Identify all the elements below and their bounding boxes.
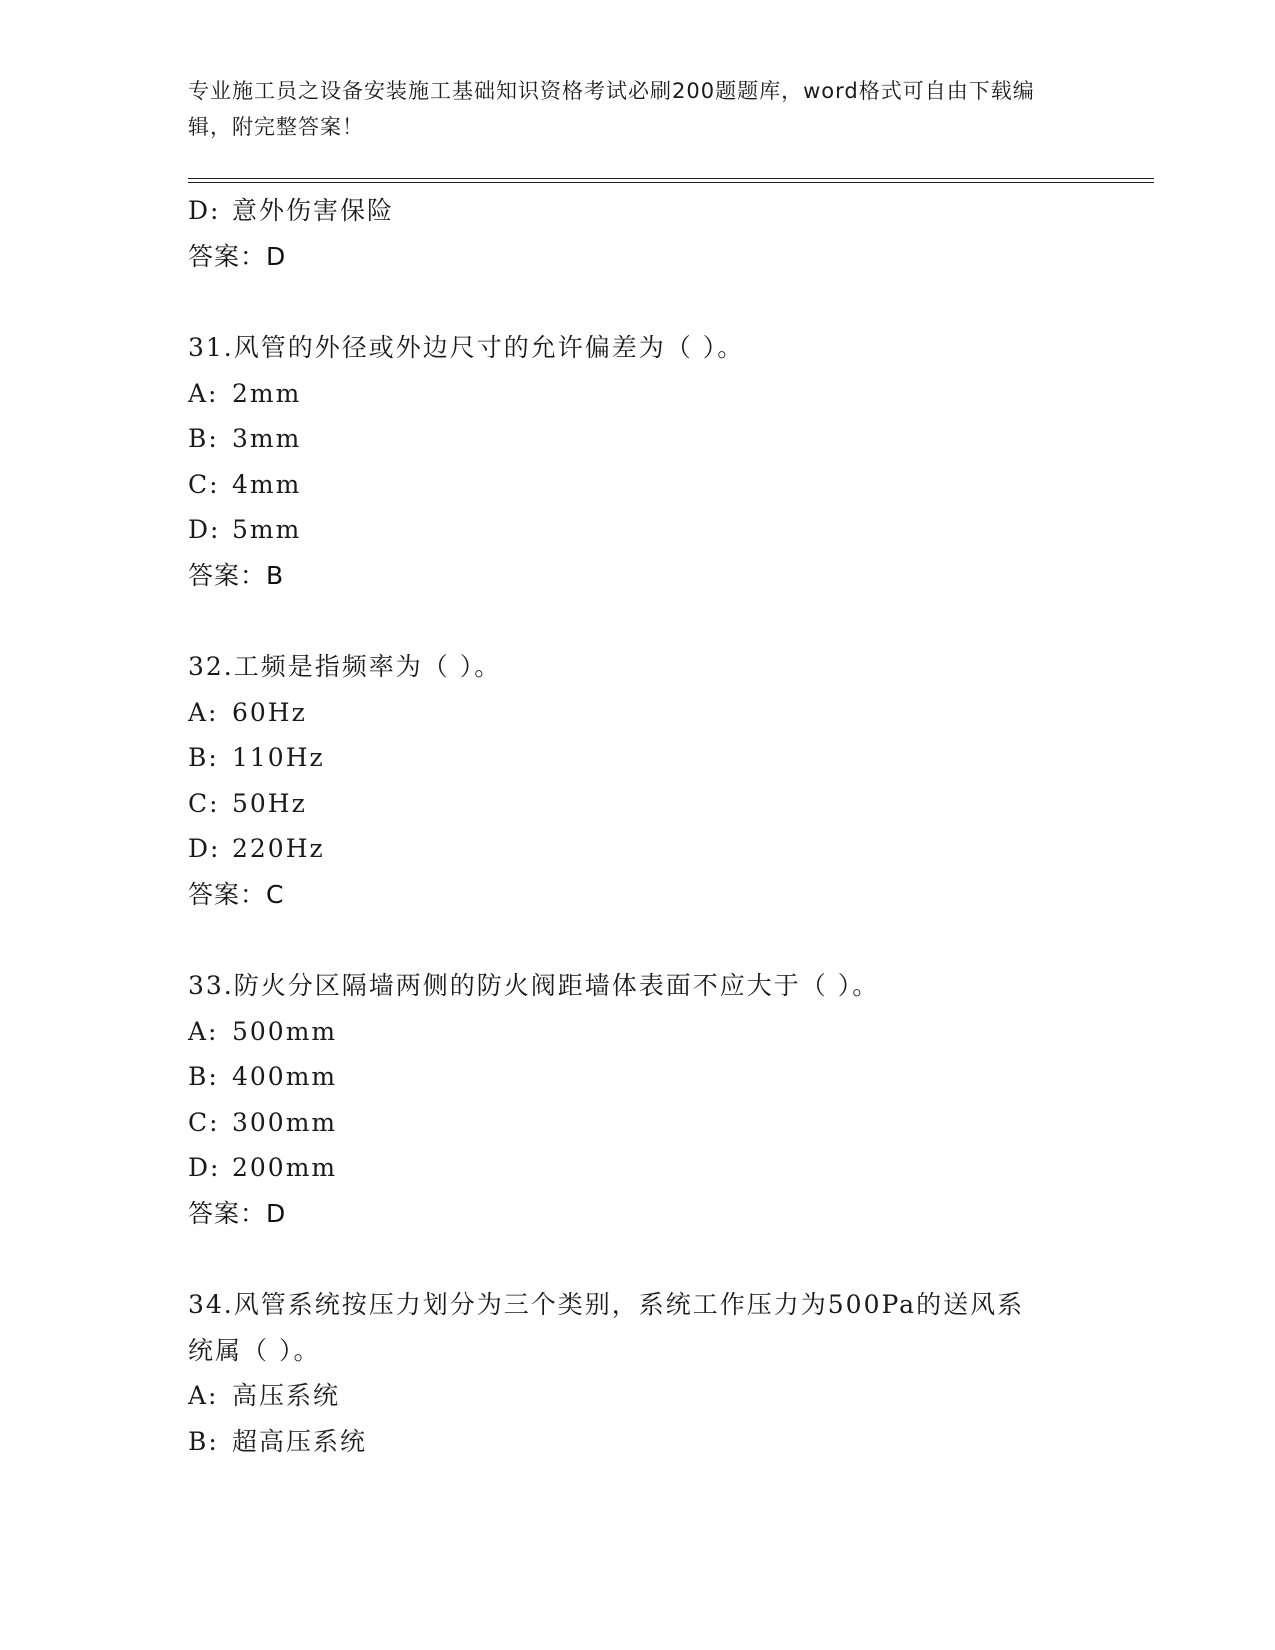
option-label: D: bbox=[188, 515, 221, 544]
option-c bbox=[188, 781, 1088, 827]
answer: 答案：D bbox=[188, 1198, 287, 1228]
spacer bbox=[188, 598, 1088, 644]
option-b bbox=[188, 735, 1088, 781]
option-label: D: bbox=[188, 196, 221, 225]
answer: 答案：C bbox=[188, 879, 285, 909]
question-stem: 33.防火分区隔墙两侧的防火阀距墙体表面不应大于（ ）。 bbox=[188, 971, 880, 1000]
option-text: 60Hz bbox=[232, 697, 307, 727]
spacer bbox=[188, 279, 1088, 325]
question-block bbox=[188, 325, 1088, 598]
question-block bbox=[188, 1282, 1088, 1464]
prev-answer: 答案：D bbox=[188, 241, 287, 271]
option-c bbox=[188, 462, 1088, 508]
option-a bbox=[188, 690, 1088, 736]
question-stem: 32.工频是指频率为（ ）。 bbox=[188, 652, 502, 681]
header-double-rule bbox=[188, 178, 1154, 183]
option-label: D: bbox=[188, 834, 221, 863]
option-text: 高压系统 bbox=[232, 1381, 341, 1410]
option-d bbox=[188, 507, 1088, 553]
option-text: 200mm bbox=[232, 1153, 338, 1182]
option-text: 300mm bbox=[232, 1107, 338, 1137]
option-c bbox=[188, 1100, 1088, 1146]
option-d bbox=[188, 826, 1088, 872]
option-label: B: bbox=[188, 1426, 219, 1456]
option-label: D: bbox=[188, 1153, 221, 1182]
answer: 答案：B bbox=[188, 560, 285, 590]
option-text: 400mm bbox=[232, 1062, 338, 1091]
document-header: 专业施工员之设备安装施工基础知识资格考试必刷200题题库，word格式可自由下载编辑，附完整答案！ bbox=[188, 79, 1035, 139]
option-label: B: bbox=[188, 424, 219, 453]
option-label: C: bbox=[188, 788, 220, 818]
option-text: 500mm bbox=[232, 1016, 338, 1046]
option-text: 5mm bbox=[232, 515, 302, 544]
option-label: B: bbox=[188, 1062, 219, 1091]
question-stem: 34.风管系统按压力划分为三个类别，系统工作压力为500Pa的送风系统属（ ）。 bbox=[188, 1290, 1025, 1365]
option-b bbox=[188, 416, 1088, 462]
document-body bbox=[188, 188, 1088, 1464]
option-a bbox=[188, 371, 1088, 417]
spacer bbox=[188, 1236, 1088, 1282]
option-text: 超高压系统 bbox=[232, 1426, 368, 1456]
question-stem: 31.风管的外径或外边尺寸的允许偏差为（ ）。 bbox=[188, 333, 745, 362]
option-label: A: bbox=[188, 1016, 219, 1046]
option-b bbox=[188, 1054, 1088, 1100]
option-text: 50Hz bbox=[232, 788, 307, 818]
option-text: 4mm bbox=[232, 469, 302, 499]
prev-option-d bbox=[188, 188, 1088, 234]
option-text: 意外伤害保险 bbox=[232, 196, 395, 225]
option-text: 2mm bbox=[232, 378, 302, 408]
option-text: 110Hz bbox=[232, 743, 325, 772]
question-block bbox=[188, 963, 1088, 1236]
option-b bbox=[188, 1419, 1088, 1465]
option-label: A: bbox=[188, 378, 219, 408]
spacer bbox=[188, 917, 1088, 963]
option-a bbox=[188, 1373, 1088, 1419]
option-d bbox=[188, 1145, 1088, 1191]
option-label: A: bbox=[188, 697, 219, 727]
option-text: 3mm bbox=[232, 424, 302, 453]
option-label: C: bbox=[188, 1107, 220, 1137]
option-text: 220Hz bbox=[232, 834, 325, 863]
option-a bbox=[188, 1009, 1088, 1055]
option-label: B: bbox=[188, 743, 219, 772]
question-block bbox=[188, 644, 1088, 917]
option-label: C: bbox=[188, 469, 220, 499]
option-label: A: bbox=[188, 1381, 219, 1410]
